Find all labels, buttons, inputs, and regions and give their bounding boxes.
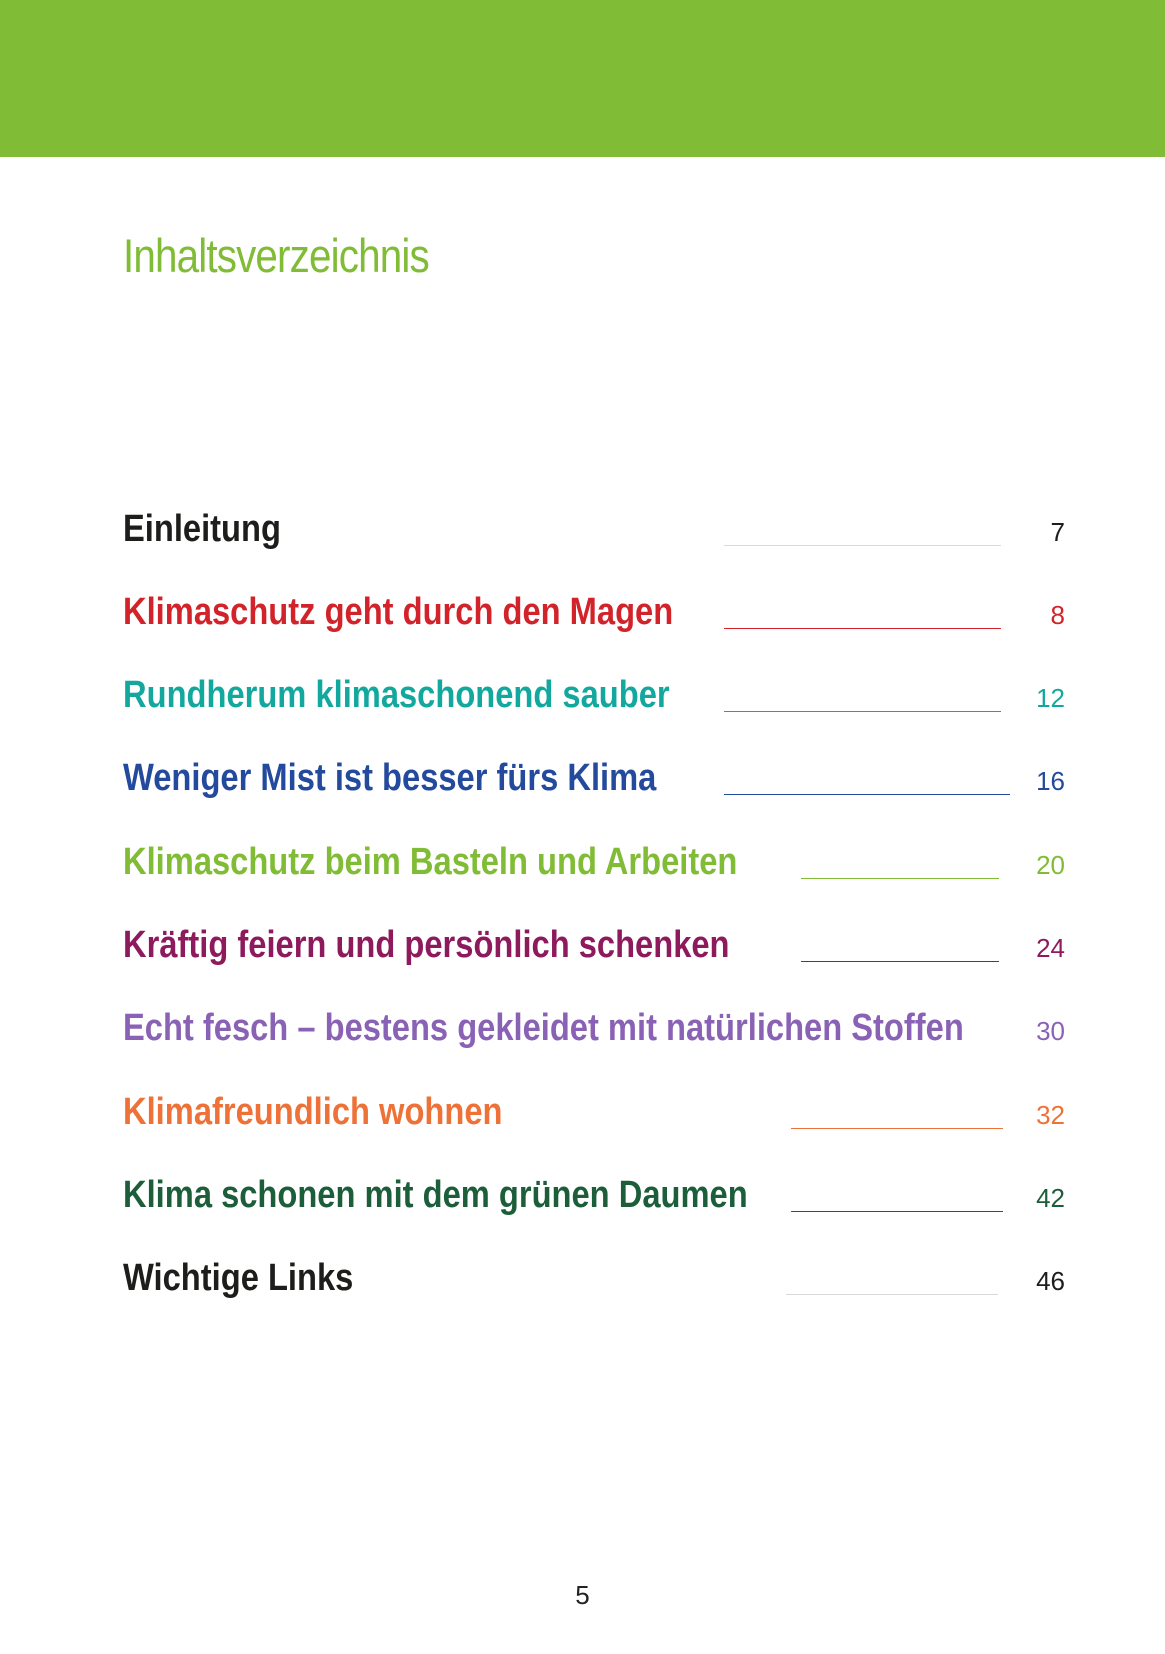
- toc-leader-line: [791, 1211, 1003, 1212]
- toc-entry-page: 8: [1050, 600, 1065, 630]
- toc-leader-line: [724, 545, 1001, 546]
- toc-leader-line: [801, 878, 999, 879]
- toc-entry-title: Einleitung: [123, 508, 281, 550]
- toc-entry-title: Kräftig feiern und persönlich schenken: [123, 924, 730, 966]
- toc-entry-page: 46: [1036, 1266, 1065, 1296]
- toc-entry-page: 30: [1036, 1016, 1065, 1046]
- toc-entry-page: 20: [1036, 850, 1065, 880]
- page-number: 5: [575, 1580, 590, 1610]
- toc-entry-title: Klimaschutz beim Basteln und Arbeiten: [123, 841, 738, 883]
- toc-entry-einleitung[interactable]: [0, 505, 1165, 589]
- toc-entry-title: Rundherum klimaschonend sauber: [123, 674, 670, 716]
- toc-entry-page: 12: [1036, 683, 1065, 713]
- toc-entry-wohnen[interactable]: [0, 1088, 1165, 1172]
- toc-entry-magen[interactable]: [0, 588, 1165, 672]
- toc-entry-title: Wichtige Links: [123, 1257, 354, 1299]
- toc-entry-page: 32: [1036, 1100, 1065, 1130]
- toc-entry-page: 24: [1036, 933, 1065, 963]
- toc-entry-title: Klimafreundlich wohnen: [123, 1091, 503, 1133]
- toc-entry-title: Weniger Mist ist besser fürs Klima: [123, 757, 657, 799]
- toc-entry-mist[interactable]: [0, 754, 1165, 838]
- toc-leader-line: [791, 1128, 1003, 1129]
- toc-entry-title: Klimaschutz geht durch den Magen: [123, 591, 674, 633]
- toc-entry-links[interactable]: [0, 1254, 1165, 1338]
- toc-leader-line: [801, 961, 999, 962]
- toc-entry-sauber[interactable]: [0, 671, 1165, 755]
- toc-leader-line: [724, 794, 1010, 795]
- toc-entry-page: 7: [1050, 517, 1065, 547]
- toc-entry-feiern[interactable]: [0, 921, 1165, 1005]
- toc-leader-line: [724, 711, 1001, 712]
- toc-entry-basteln[interactable]: [0, 838, 1165, 922]
- toc-entry-daumen[interactable]: [0, 1171, 1165, 1255]
- toc-entry-page: 42: [1036, 1183, 1065, 1213]
- toc-leader-line: [724, 628, 1001, 629]
- toc-entry-fesch[interactable]: [0, 1004, 1165, 1088]
- toc-entry-title: Klima schonen mit dem grünen Daumen: [123, 1174, 748, 1216]
- toc-entry-title: Echt fesch – bestens gekleidet mit natürlichen Stoffen: [123, 1007, 964, 1049]
- page-title: Inhaltsverzeichnis: [123, 229, 429, 282]
- toc-leader-line: [786, 1294, 998, 1295]
- toc-entry-page: 16: [1036, 766, 1065, 796]
